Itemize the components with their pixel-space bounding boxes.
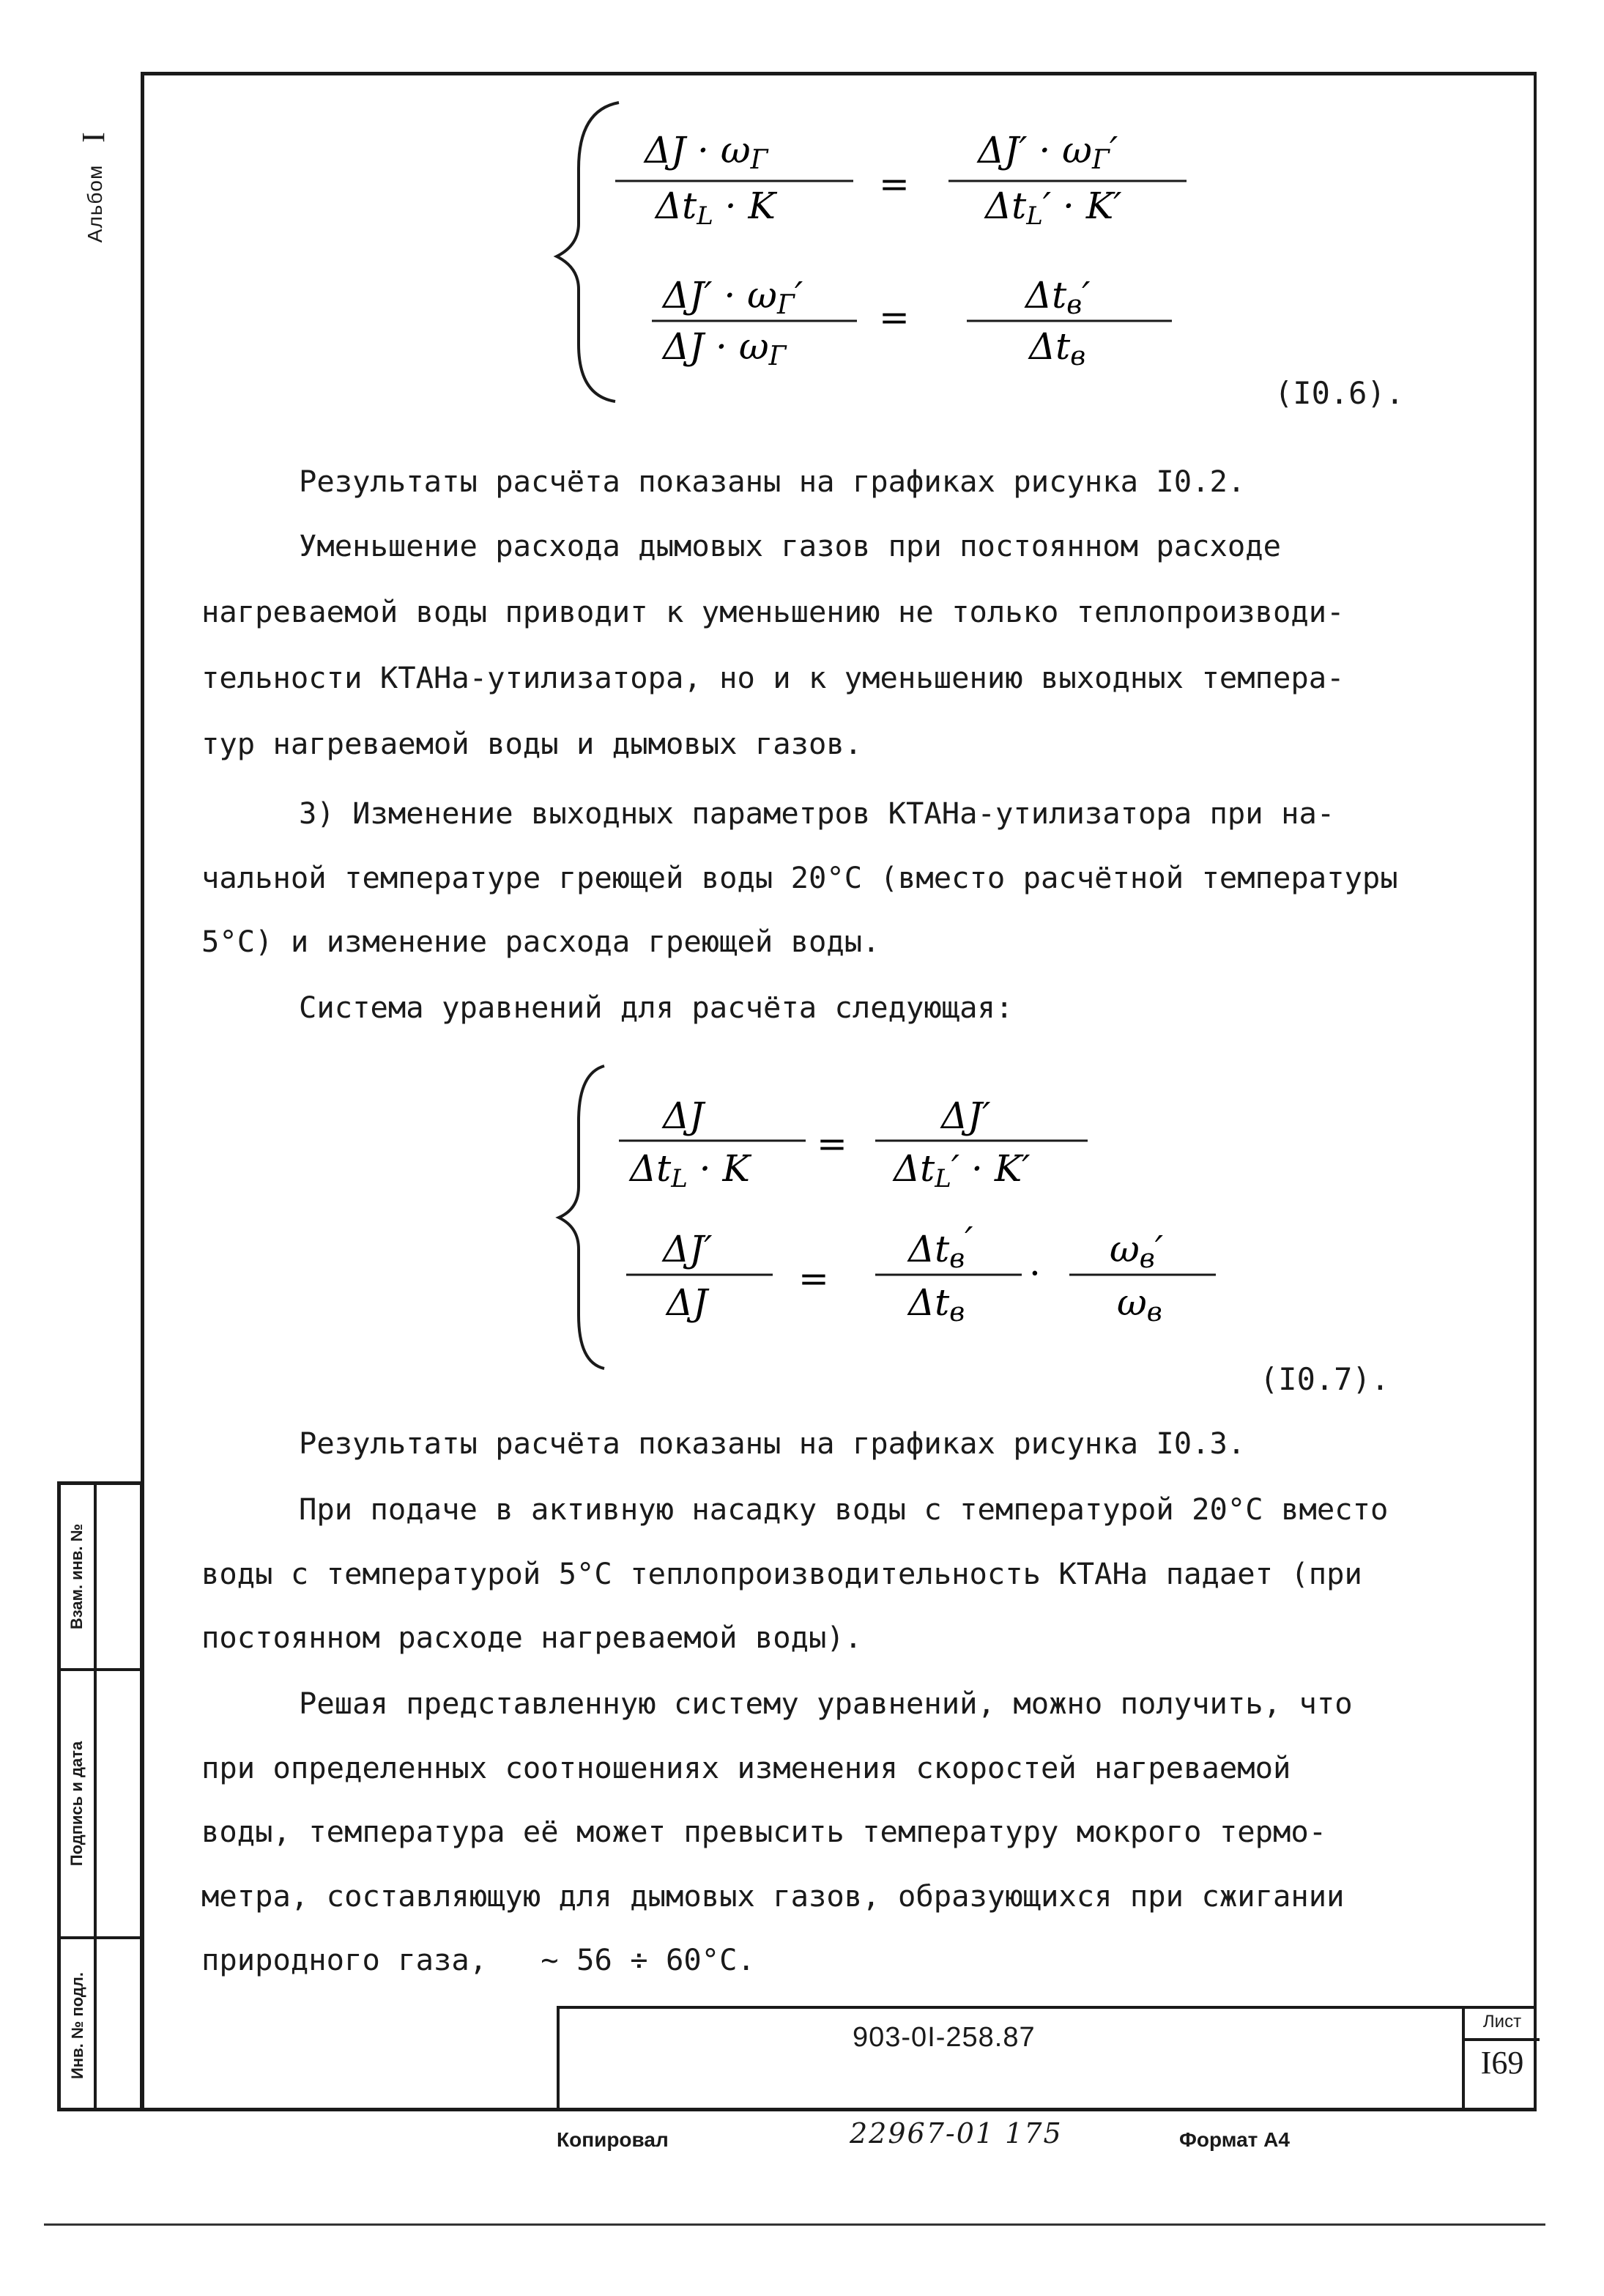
side-cell-signature: Подпись и дата	[67, 1741, 86, 1867]
text-line-2: Уменьшение расхода дымовых газов при постоянном расходе	[299, 528, 1282, 563]
text-line-7: чальной температуре греющей воды 20°C (вместо расчётной температуры	[201, 860, 1398, 895]
text-line-1: Результаты расчёта показаны на графиках рисунка I0.2.	[299, 464, 1246, 499]
sheet-label: Лист	[1465, 2006, 1540, 2041]
text-line-13: постоянном расходе нагреваемой воды).	[201, 1620, 863, 1655]
text-line-18: природного газа, ~ 56 ÷ 60°C.	[201, 1942, 755, 1977]
svg-text:ωв: ωв	[1117, 1281, 1162, 1327]
svg-text:Δtв: Δtв	[908, 1281, 965, 1327]
side-cell-inventory: Инв. № подл.	[67, 1972, 86, 2079]
eq2-row2	[626, 1219, 1216, 1327]
svg-text:=: =	[879, 163, 910, 205]
svg-text:=: =	[879, 296, 910, 338]
eq2-row1	[619, 1095, 1088, 1193]
text-line-4: тельности КТАНа-утилизатора, но и к уменьшению выходных темпера-	[201, 660, 1345, 695]
text-line-15: при определенных соотношениях изменения скоростей нагреваемой	[201, 1750, 1291, 1785]
format-label: Формат А4	[1179, 2128, 1290, 2151]
svg-text:ΔJ: ΔJ	[667, 1281, 708, 1324]
text-line-11: При подаче в активную насадку воды с температурой 20°C вместо	[299, 1492, 1389, 1527]
svg-text:ωв′: ωв′	[1110, 1228, 1164, 1274]
text-line-17: метра, составляющую для дымовых газов, образующихся при сжигании	[201, 1878, 1345, 1914]
side-cell-replace: Взам. инв. №	[67, 1523, 86, 1630]
svg-text:ΔJ′ · ωГ′: ΔJ′ · ωГ′	[663, 274, 803, 320]
brace-1	[557, 103, 619, 401]
text-line-9: Система уравнений для расчёта следующая:	[299, 990, 1014, 1025]
title-block	[557, 2006, 1537, 2111]
svg-text:Δtв: Δtв	[1029, 325, 1086, 371]
svg-text:ΔJ′: ΔJ′	[663, 1228, 713, 1270]
svg-text:ΔtL · K: ΔtL · K	[656, 185, 776, 231]
eq1-row1	[615, 129, 1187, 231]
text-line-5: тур нагреваемой воды и дымовых газов.	[201, 726, 863, 761]
equation-number-1: (I0.6).	[1274, 375, 1405, 411]
text-line-3: нагреваемой воды приводит к уменьшению не только теплопроизводи-	[201, 594, 1345, 629]
cut-line	[44, 2223, 1545, 2226]
svg-text:=: =	[817, 1122, 847, 1165]
svg-text:ΔJ: ΔJ	[663, 1095, 705, 1137]
text-line-8: 5°C) и изменение расхода греющей воды.	[201, 924, 880, 959]
svg-text:=: =	[798, 1257, 829, 1300]
text-line-12: воды с температурой 5°C теплопроизводительность КТАНа падает (при	[201, 1556, 1362, 1591]
svg-text:ΔJ · ωГ: ΔJ · ωГ	[645, 129, 768, 175]
document-code: 903-0I-258.87	[853, 2022, 1036, 2053]
svg-text:·: ·	[1029, 1252, 1041, 1295]
brace-2	[559, 1066, 604, 1369]
svg-text:ΔtL′ · K′: ΔtL′ · K′	[985, 185, 1122, 231]
album-number: I	[75, 132, 111, 143]
copied-label: Копировал	[557, 2128, 669, 2151]
svg-text:ΔtL′ · K′: ΔtL′ · K′	[894, 1147, 1031, 1193]
equation-number-2: (I0.7).	[1260, 1361, 1390, 1397]
album-text: Альбом	[83, 164, 106, 243]
eq1-row2	[652, 274, 1172, 371]
text-line-14: Решая представленную систему уравнений, можно получить, что	[299, 1686, 1353, 1721]
text-line-6: 3) Изменение выходных параметров КТАНа-утилизатора при на-	[299, 796, 1335, 831]
svg-text:ΔJ · ωГ: ΔJ · ωГ	[663, 325, 787, 371]
svg-text:ΔJ′: ΔJ′	[941, 1095, 991, 1137]
svg-text:ΔtL · K: ΔtL · K	[630, 1147, 750, 1193]
sheet-number: I69	[1480, 2045, 1524, 2081]
text-line-16: воды, температура её может превысить температуру мокрого термо-	[201, 1814, 1327, 1849]
sheet-number-box	[1462, 2006, 1540, 2111]
order-number: 22967-01 175	[850, 2117, 1063, 2149]
svg-text:Δtв′: Δtв′	[908, 1219, 973, 1274]
text-line-10: Результаты расчёта показаны на графиках рисунка I0.3.	[299, 1426, 1246, 1461]
svg-text:ΔJ′ · ωГ′: ΔJ′ · ωГ′	[978, 129, 1118, 175]
svg-text:Δtв′: Δtв′	[1025, 274, 1091, 320]
